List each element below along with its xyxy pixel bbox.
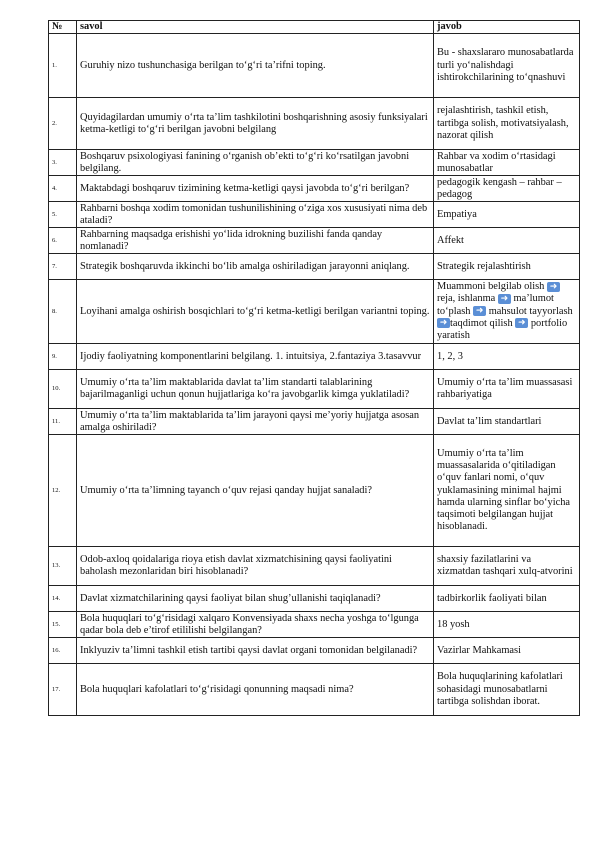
question-cell: Bola huquqlari kafolatlari to‘g‘risidagi qonunning maqsadi nima?	[77, 664, 434, 716]
answer-cell: Davlat ta’lim standartlari	[434, 409, 580, 435]
table-row	[49, 664, 580, 716]
answer-cell: Affekt	[434, 228, 580, 254]
answer-cell: Bola huquqlarining kafolatlari sohasidagi munosabatlarni tartibga solishdan iborat.	[434, 664, 580, 716]
header-question: savol	[77, 21, 434, 34]
table-row	[49, 612, 580, 638]
step-text: mahsulot tayyorlash	[488, 305, 573, 317]
row-number: 16.	[49, 638, 77, 664]
table-row	[49, 98, 580, 150]
right-arrow-icon: ➜	[515, 318, 528, 328]
right-arrow-icon: ➜	[473, 306, 486, 316]
row-number: 15.	[49, 612, 77, 638]
table-header-row	[49, 21, 580, 34]
row-number: 12.	[49, 435, 77, 547]
row-number: 17.	[49, 664, 77, 716]
row-number: 6.	[49, 228, 77, 254]
step-text: taqdimot qilish	[450, 317, 513, 329]
right-arrow-icon: ➜	[437, 318, 450, 328]
answer-cell: Vazirlar Mahkamasi	[434, 638, 580, 664]
answer-cell: pedagogik kengash – rahbar – pedagog	[434, 176, 580, 202]
question-cell: Davlat xizmatchilarining qaysi faoliyat bilan shug’ullanishi taqiqlanadi?	[77, 586, 434, 612]
table-row	[49, 638, 580, 664]
step-text: ma’lumot to‘plash	[437, 293, 554, 317]
row-number: 11.	[49, 409, 77, 435]
row-number: 5.	[49, 202, 77, 228]
question-cell: Rahbarni boshqa xodim tomonidan tushunilishining o‘ziga xos xususiyati nima deb ataladi?	[77, 202, 434, 228]
row-number: 3.	[49, 150, 77, 176]
question-cell: Umumiy o‘rta ta’limning tayanch o‘quv rejasi qanday hujjat sanaladi?	[77, 435, 434, 547]
table-row	[49, 176, 580, 202]
row-number: 13.	[49, 547, 77, 586]
row-number: 14.	[49, 586, 77, 612]
table-row	[49, 150, 580, 176]
table-row	[49, 586, 580, 612]
qa-table	[48, 20, 580, 716]
answer-cell	[434, 280, 580, 344]
question-cell: Quyidagilardan umumiy o‘rta ta’lim tashkilotini boshqarishning asosiy funksiyalari ketma-ketligi to‘g‘ri berilgan javobni belgilang	[77, 98, 434, 150]
question-cell: Bola huquqlari to‘g‘risidagi xalqaro Konvensiyada shaxs necha yoshga to‘lgunga qadar bola deb e’tirof etililishi belgilangan?	[77, 612, 434, 638]
question-cell: Boshqaruv psixologiyasi fanining o‘rganish ob’ekti to‘g‘ri ko‘rsatilgan javobni belgilang.	[77, 150, 434, 176]
table-row	[49, 409, 580, 435]
table-row	[49, 435, 580, 547]
answer-cell: Rahbar va xodim o‘rtasidagi munosabatlar	[434, 150, 580, 176]
question-cell: Guruhiy nizo tushunchasiga berilgan to‘g‘ri ta’rifni toping.	[77, 34, 434, 98]
question-cell: Loyihani amalga oshirish bosqichlari to‘g‘ri ketma-ketligi berilgan variantni toping.	[77, 280, 434, 344]
step-text: Muammoni belgilab olish	[437, 281, 545, 293]
answer-cell: tadbirkorlik faoliyati bilan	[434, 586, 580, 612]
row-number: 10.	[49, 370, 77, 409]
right-arrow-icon: ➜	[547, 282, 560, 292]
row-number: 1.	[49, 34, 77, 98]
answer-cell: Bu - shaxslararo munosabatlarda turli yo‘nalishdagi ishtirokchilarining to‘qnashuvi	[434, 34, 580, 98]
row-number: 8.	[49, 280, 77, 344]
table-row	[49, 344, 580, 370]
answer-cell: shaxsiy fazilatlarini va xizmatdan tashqari xulq-atvorini	[434, 547, 580, 586]
document-page	[48, 20, 579, 716]
answer-cell: 18 yosh	[434, 612, 580, 638]
question-cell: Rahbarning maqsadga erishishi yo‘lida idrokning buzilishi fanda qanday nomlanadi?	[77, 228, 434, 254]
header-answer: javob	[434, 21, 580, 34]
question-cell: Strategik boshqaruvda ikkinchi bo‘lib amalga oshiriladigan jarayonni aniqlang.	[77, 254, 434, 280]
table-row	[49, 202, 580, 228]
step-text: reja, ishlanma	[437, 293, 496, 305]
question-cell: Odob-axloq qoidalariga rioya etish davlat xizmatchisining qaysi faoliyatini baholash mezonlaridan biri hisoblanadi?	[77, 547, 434, 586]
right-arrow-icon: ➜	[498, 294, 511, 304]
answer-cell: 1, 2, 3	[434, 344, 580, 370]
answer-cell: Empatiya	[434, 202, 580, 228]
row-number: 4.	[49, 176, 77, 202]
table-row	[49, 280, 580, 344]
answer-cell: rejalashtirish, tashkil etish, tartibga solish, motivatsiyalash, nazorat qilish	[434, 98, 580, 150]
question-cell: Ijodiy faoliyatning komponentlarini belgilang. 1. intuitsiya, 2.fantaziya 3.tasavvur	[77, 344, 434, 370]
table-row	[49, 547, 580, 586]
step-text: portfolio yaratish	[437, 317, 568, 341]
question-cell: Inklyuziv ta’limni tashkil etish tartibi qaysi davlat organi tomonidan belgilanadi?	[77, 638, 434, 664]
table-row	[49, 370, 580, 409]
answer-cell: Umumiy o‘rta ta’lim muassasalarida o‘qitiladigan o‘quv fanlari nomi, o‘quv yuklamasining minimal hajmi hamda ularning sinflar bo‘yicha taqsimoti belgilangan hujjat hisoblanadi.	[434, 435, 580, 547]
table-row	[49, 254, 580, 280]
question-cell: Umumiy o‘rta ta’lim maktablarida ta’lim jarayoni qaysi me’yoriy hujjatga asosan amalga oshiriladi?	[77, 409, 434, 435]
row-number: 9.	[49, 344, 77, 370]
question-cell: Umumiy o‘rta ta’lim maktablarida davlat ta’lim standarti talablarining bajarilmaganligi uchun qonun hujjatlariga ko‘ra javobgarlik kimga yuklatiladi?	[77, 370, 434, 409]
table-row	[49, 34, 580, 98]
answer-cell: Umumiy o‘rta ta’lim muassasasi rahbariyatiga	[434, 370, 580, 409]
row-number: 7.	[49, 254, 77, 280]
answer-cell: Strategik rejalashtirish	[434, 254, 580, 280]
table-row	[49, 228, 580, 254]
question-cell: Maktabdagi boshqaruv tizimining ketma-ketligi qaysi javobda to‘g‘ri berilgan?	[77, 176, 434, 202]
header-num: №	[49, 21, 77, 34]
row-number: 2.	[49, 98, 77, 150]
